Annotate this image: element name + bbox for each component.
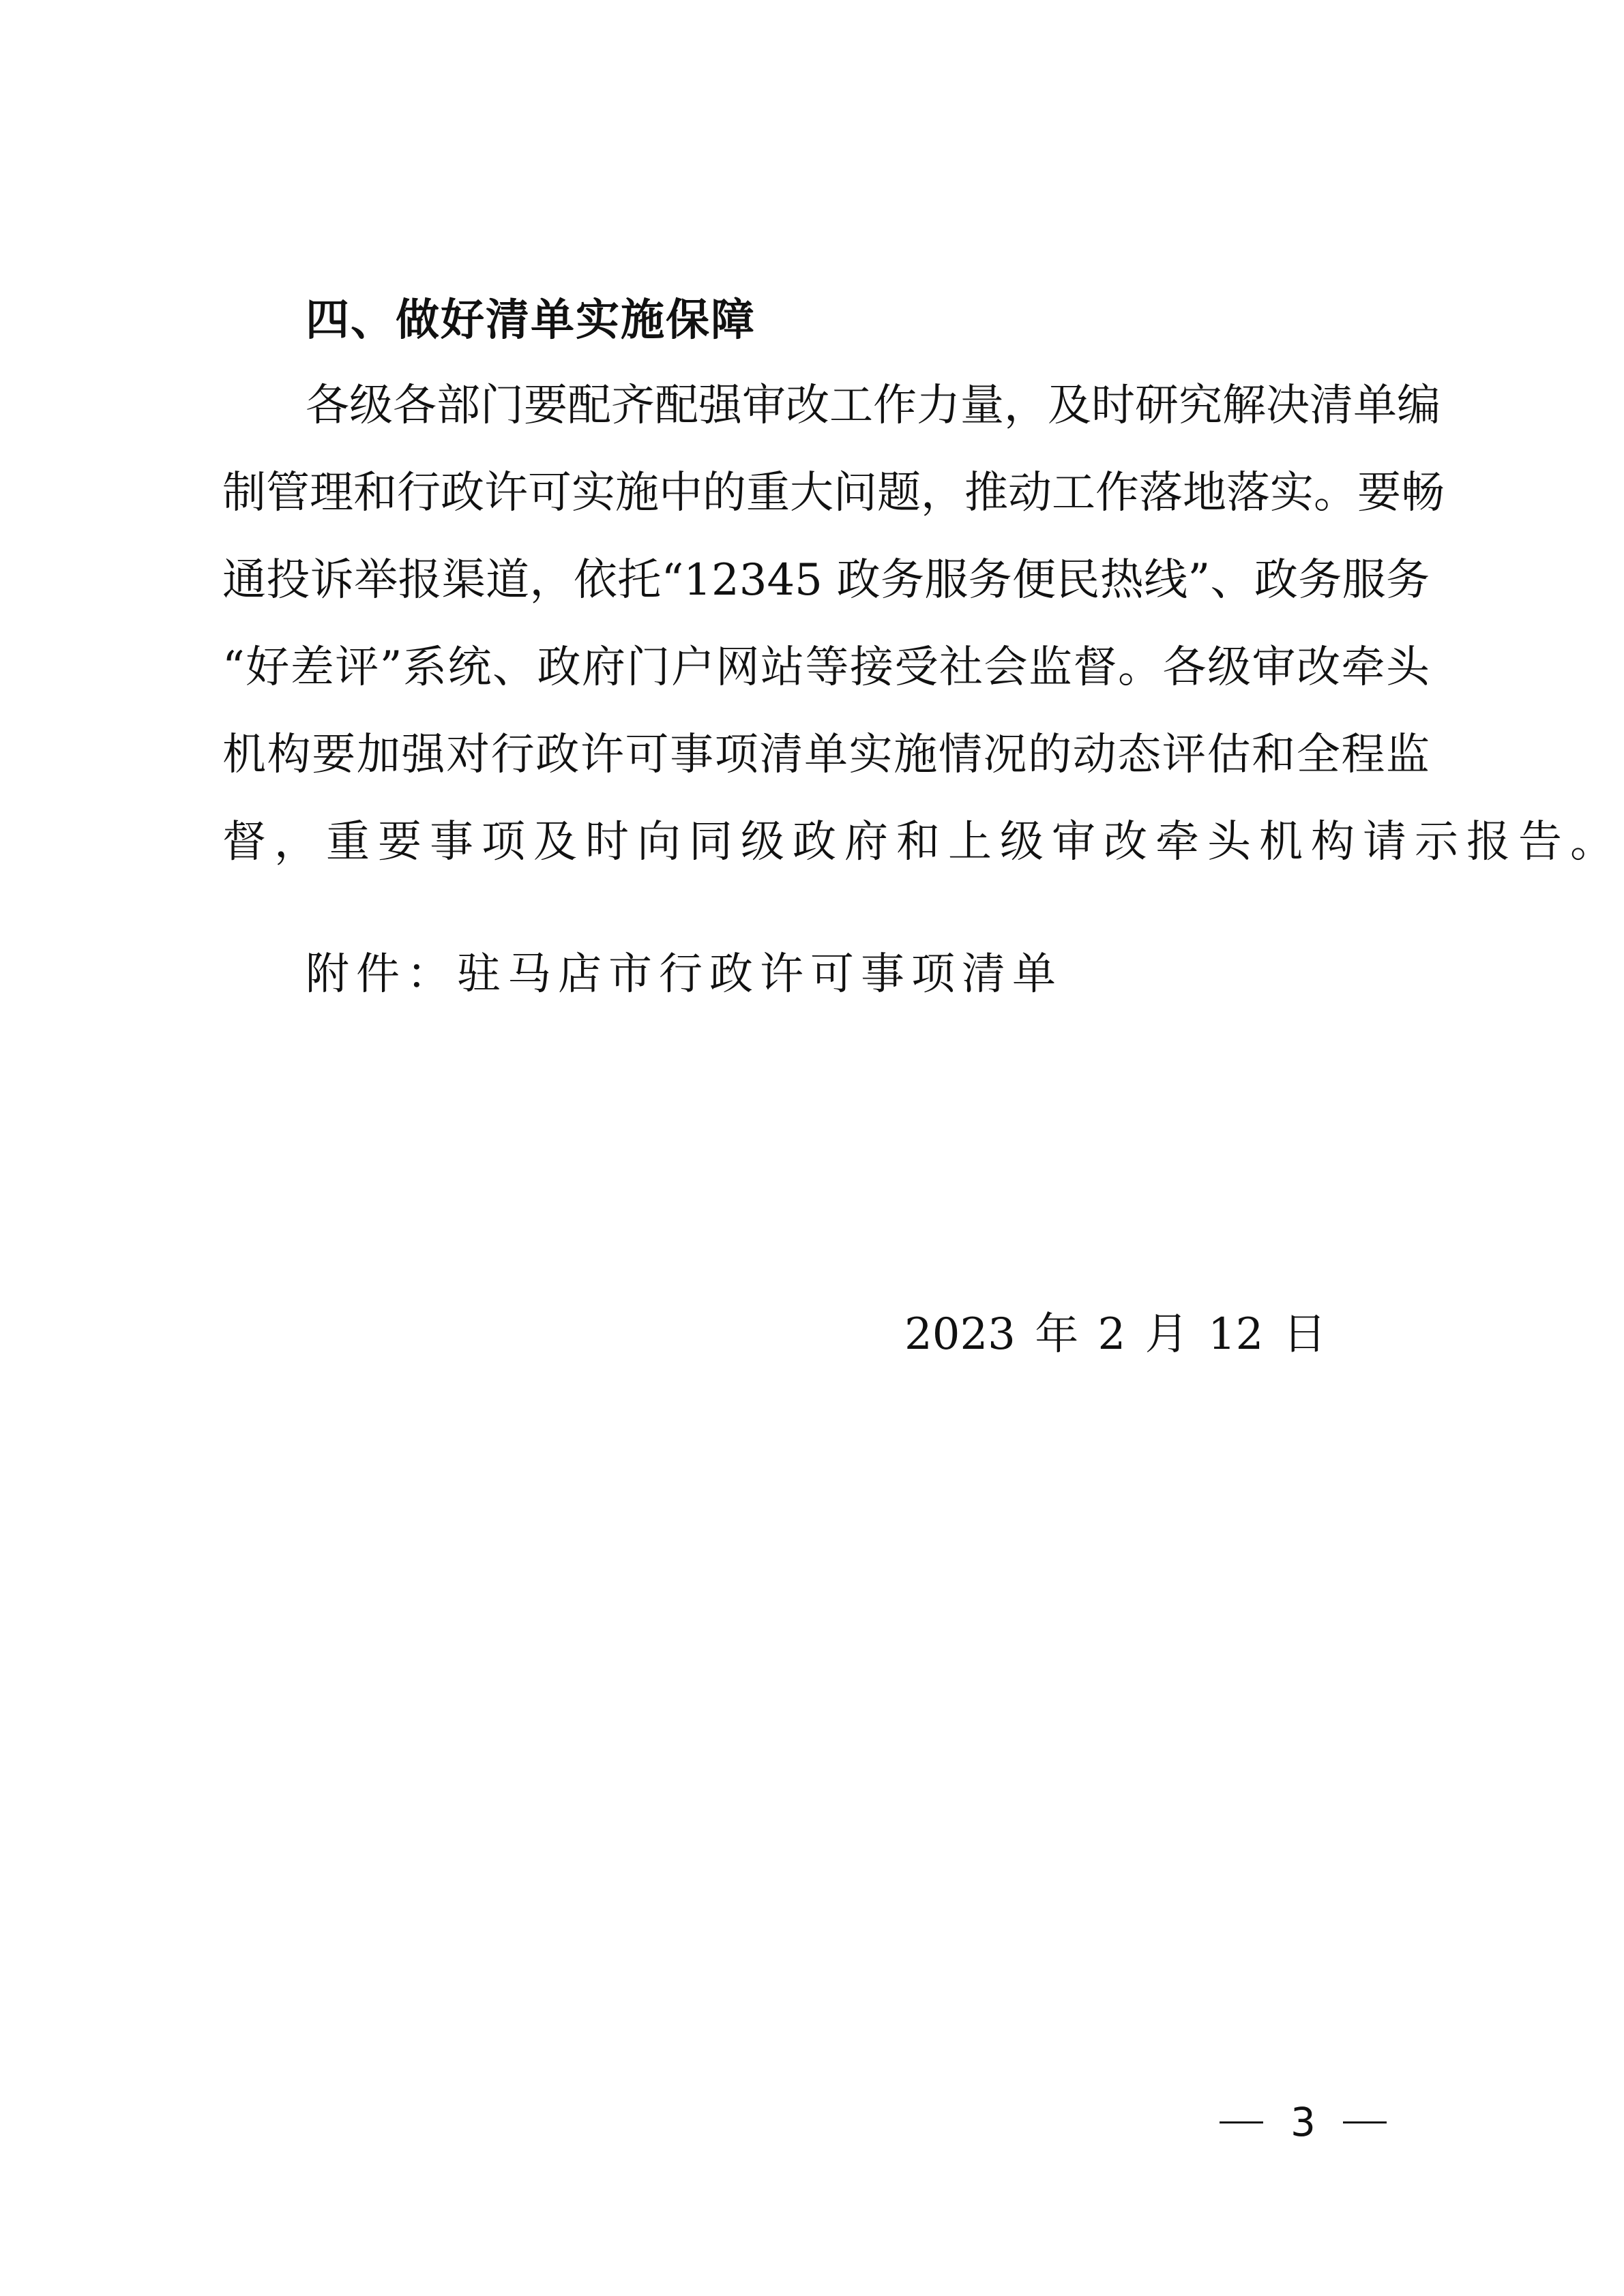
attachment-note: 附件：驻马店市行政许可事项清单 bbox=[306, 949, 1063, 1000]
document-date: 2023 年 2 月 12 日 bbox=[904, 1309, 1327, 1360]
page-number: 3 bbox=[1290, 2099, 1316, 2145]
paragraph-line: 督，重要事项及时向同级政府和上级审改牵头机构请示报告。 bbox=[222, 817, 1622, 867]
section-heading: 四、做好清单实施保障 bbox=[306, 295, 756, 346]
paragraph-line: “好差评”系统、政府门户网站等接受社会监督。各级审改牵头 bbox=[222, 642, 1430, 693]
left-dash bbox=[1220, 2121, 1263, 2123]
paragraph-line: 通投诉举报渠道，依托“12345 政务服务便民热线”、政务服务 bbox=[222, 555, 1430, 606]
paragraph-line: 制管理和行政许可实施中的重大问题，推动工作落地落实。要畅 bbox=[222, 468, 1445, 518]
paragraph-line: 机构要加强对行政许可事项清单实施情况的动态评估和全程监 bbox=[222, 730, 1430, 780]
right-dash bbox=[1343, 2121, 1387, 2123]
paragraph-line: 各级各部门要配齐配强审改工作力量，及时研究解决清单编 bbox=[306, 381, 1441, 431]
page-number-footer bbox=[1220, 2095, 1387, 2149]
